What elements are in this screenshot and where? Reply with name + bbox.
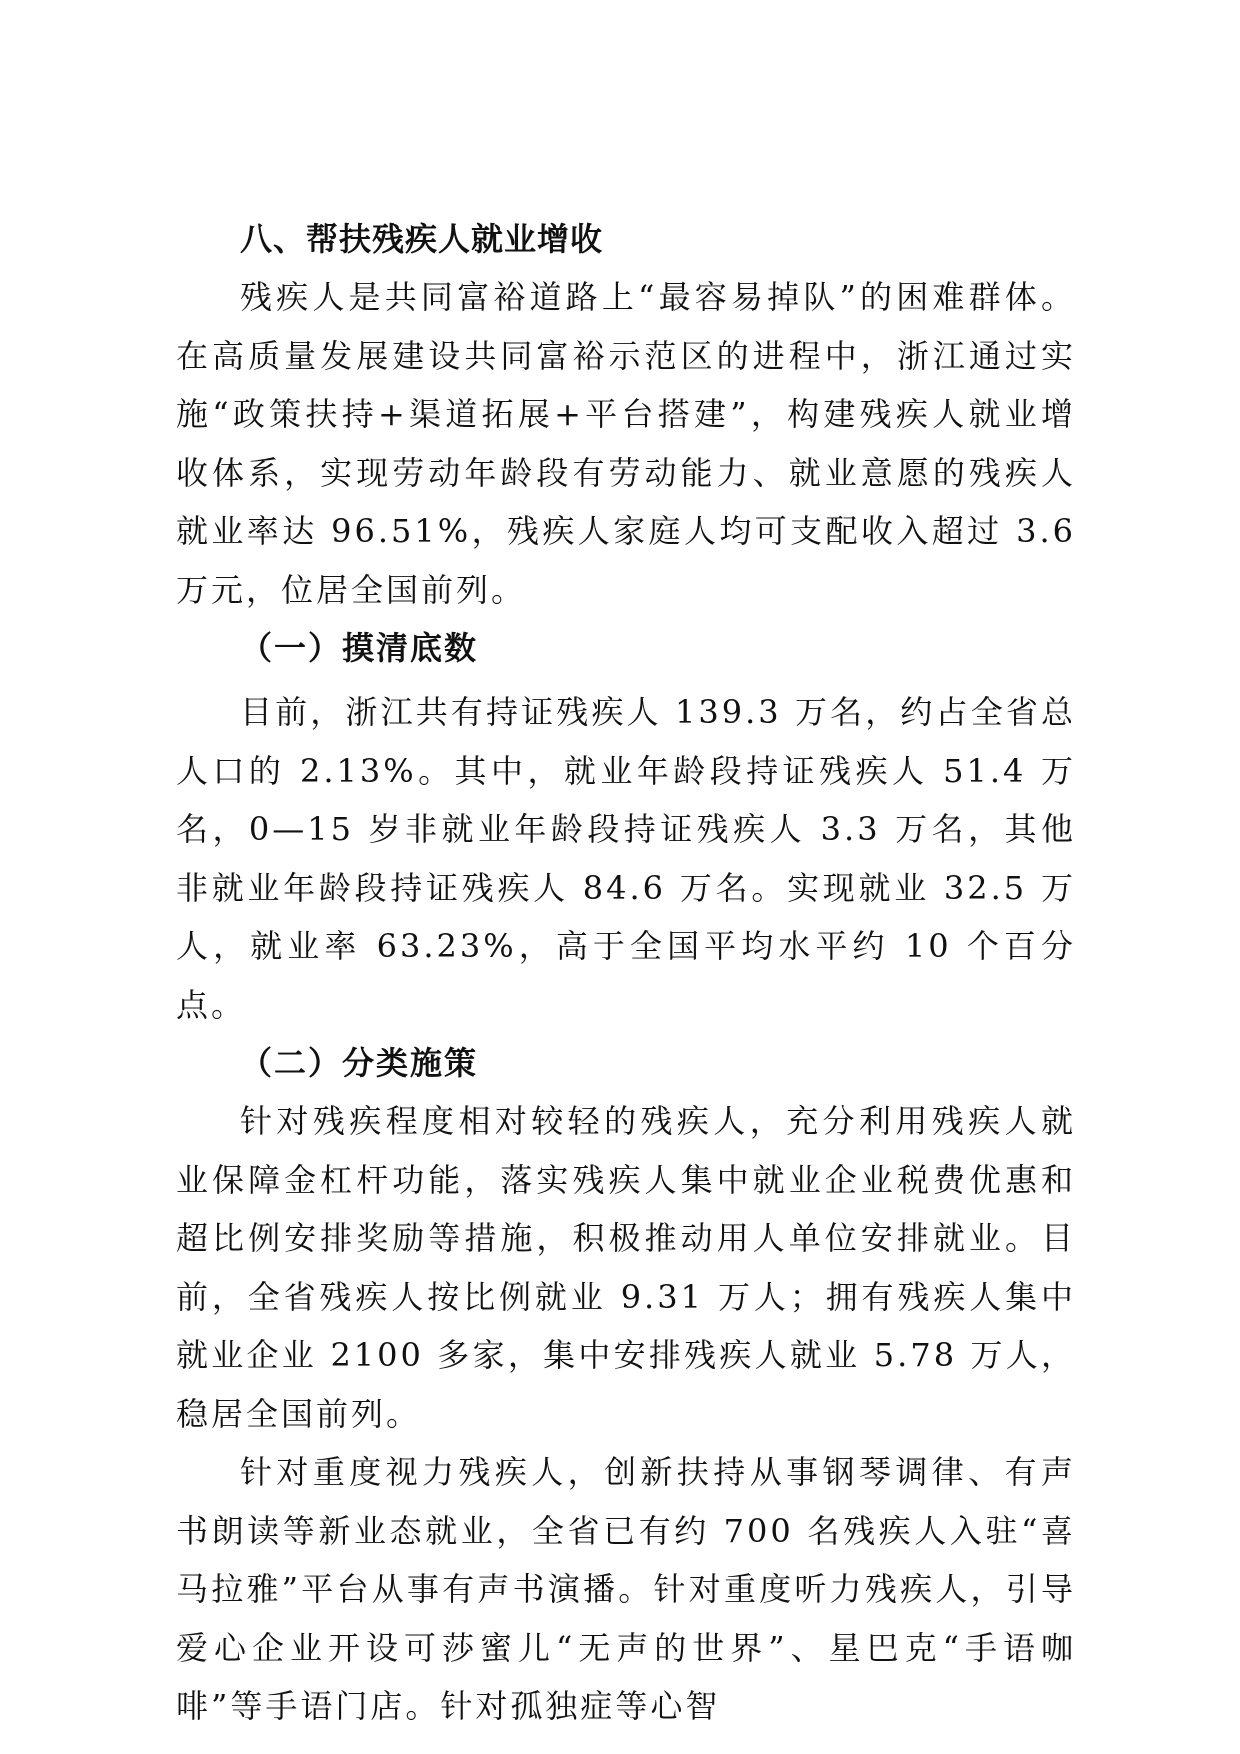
subsection-2-paragraph-1: 针对残疾程度相对较轻的残疾人，充分利用残疾人就业保障金杠杆功能，落实残疾人集中就业企业税费优惠和超比例安排奖励等措施，积极推动用人单位安排就业。目前，全省残疾人按比例就业 9.31 万人；拥有残疾人集中就业企业 2100 多家，集中安排残疾人就业 5.78 万人，稳居全国前列。 [176, 1102, 1076, 1433]
subsection-title-2: （二）分类施策 [240, 1044, 479, 1082]
section-title: 八、帮扶残疾人就业增收 [240, 220, 604, 258]
subsection-2-paragraph-2: 针对重度视力残疾人，创新扶持从事钢琴调律、有声书朗读等新业态就业，全省已有约 700 名残疾人入驻“喜马拉雅”平台从事有声书演播。针对重度听力残疾人，引导爱心企业开设可莎蜜儿“无声的世界”、星巴克“手语咖啡”等手语门店。针对孤独症等心智 [176, 1453, 1076, 1725]
subsection-title-1: （一）摸清底数 [240, 629, 479, 667]
subsection-1-paragraph-1: 目前，浙江共有持证残疾人 139.3 万名，约占全省总人口的 2.13%。其中，就业年龄段持证残疾人 51.4 万名，0—15 岁非就业年龄段持证残疾人 3.3 万名，其他非就业年龄段持证残疾人 84.6 万名。实现就业 32.5 万人，就业率 63.23%，高于全国平均水平约 10 个百分点。 [176, 693, 1076, 1024]
intro-paragraph: 残疾人是共同富裕道路上“最容易掉队”的困难群体。在高质量发展建设共同富裕示范区的进程中，浙江通过实施“政策扶持+渠道拓展+平台搭建”，构建残疾人就业增收体系，实现劳动年龄段有劳动能力、就业意愿的残疾人就业率达 96.51%，残疾人家庭人均可支配收入超过 3.6 万元，位居全国前列。 [176, 278, 1076, 609]
document-body [176, 210, 1076, 1736]
